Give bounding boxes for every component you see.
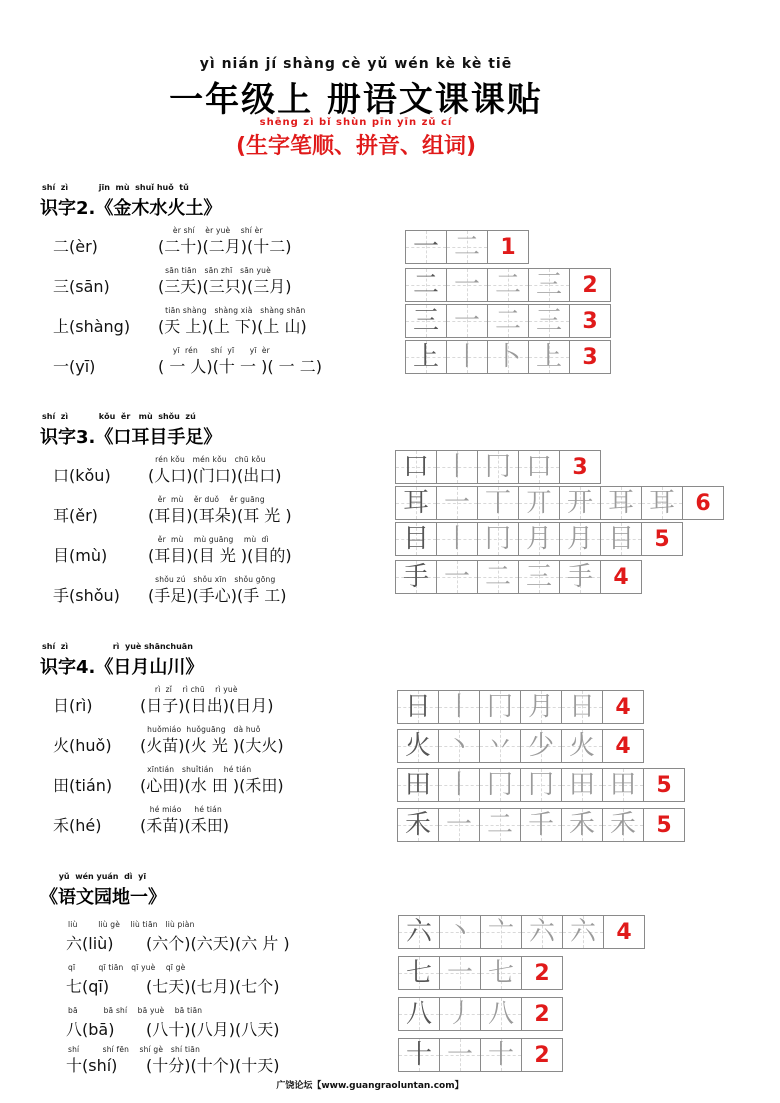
stroke-count: 2 xyxy=(521,1038,563,1072)
stroke-glyph: 田 xyxy=(609,770,636,800)
stroke-glyph: 丷 xyxy=(486,731,513,761)
words-list: (人口)(门口)(出口) xyxy=(148,466,282,485)
character-label: 八(bā) xyxy=(66,1020,115,1039)
stroke-step-cell xyxy=(600,486,642,520)
stroke-glyph: 冂 xyxy=(484,452,511,482)
stroke-glyph: 一 xyxy=(446,958,473,988)
stroke-order-strip xyxy=(398,1038,563,1072)
stroke-glyph: 三 xyxy=(412,306,439,336)
character-cell xyxy=(405,268,447,302)
stroke-glyph: 开 xyxy=(566,488,593,518)
subtitle-pinyin: shēng zì bǐ shùn pīn yīn zǔ cí xyxy=(259,117,453,128)
words-pinyin: èr shí èr yuè shí èr xyxy=(160,226,263,235)
stroke-step-cell xyxy=(561,690,603,724)
stroke-glyph: 丨 xyxy=(443,524,470,554)
stroke-count: 2 xyxy=(569,268,611,302)
stroke-count: 5 xyxy=(643,768,685,802)
words-pinyin: ěr mù ěr duǒ ěr guāng xyxy=(150,495,265,504)
stroke-glyph: 亠 xyxy=(487,917,514,947)
stroke-glyph: 丶 xyxy=(445,731,472,761)
character-label: 七(qī) xyxy=(66,977,110,996)
words-pinyin: rì zǐ rì chū rì yuè xyxy=(142,685,238,694)
stroke-glyph: 二 xyxy=(494,306,521,336)
stroke-glyph: 一 xyxy=(453,306,480,336)
words-list: (禾苗)(禾田) xyxy=(140,816,229,835)
stroke-glyph: 田 xyxy=(404,770,431,800)
stroke-step-cell xyxy=(446,230,488,264)
footer-source: 广饶论坛【www.guangraoluntan.com】 xyxy=(276,1081,464,1091)
words-pinyin: xīntián shuǐtián hé tián xyxy=(142,765,252,774)
stroke-step-cell xyxy=(436,450,478,484)
stroke-glyph: 丨 xyxy=(453,342,480,372)
character-label: 一(yī) xyxy=(53,357,96,376)
words-pinyin: tiān shàng shàng xià shàng shān xyxy=(160,306,306,315)
stroke-step-cell xyxy=(479,808,521,842)
stroke-step-cell xyxy=(602,808,644,842)
words-list: (天 上)(上 下)(上 山) xyxy=(158,317,307,336)
section-pinyin: shí zì kǒu ěr mù shǒu zú xyxy=(42,412,196,421)
stroke-glyph: 一 xyxy=(453,270,480,300)
stroke-glyph: 冂 xyxy=(486,692,513,722)
words-list: (火苗)(火 光 )(大火) xyxy=(140,736,284,755)
stroke-step-cell xyxy=(518,522,560,556)
stroke-step-cell xyxy=(436,522,478,556)
character-cell xyxy=(397,729,439,763)
stroke-order-strip xyxy=(405,304,611,338)
stroke-glyph: 火 xyxy=(568,731,595,761)
stroke-glyph: 一 xyxy=(443,562,470,592)
stroke-glyph: 耳 xyxy=(648,488,675,518)
stroke-glyph: 口 xyxy=(402,452,429,482)
section-pinyin: shí zì rì yuè shānchuān xyxy=(42,642,193,651)
stroke-order-strip xyxy=(395,450,601,484)
stroke-glyph: 八 xyxy=(405,999,432,1029)
stroke-glyph: 一 xyxy=(445,810,472,840)
stroke-step-cell xyxy=(559,522,601,556)
stroke-glyph: 丨 xyxy=(445,692,472,722)
stroke-glyph: 耳 xyxy=(607,488,634,518)
words-pinyin: rén kǒu mén kǒu chū kǒu xyxy=(150,455,266,464)
section-title: 识字3.《口耳目手足》 xyxy=(40,427,222,448)
stroke-count: 3 xyxy=(559,450,601,484)
stroke-count: 4 xyxy=(602,690,644,724)
character-cell xyxy=(397,768,439,802)
stroke-glyph: 目 xyxy=(402,524,429,554)
stroke-glyph: 冂 xyxy=(484,524,511,554)
stroke-glyph: 手 xyxy=(566,562,593,592)
stroke-step-cell xyxy=(446,268,488,302)
stroke-glyph: 十 xyxy=(405,1040,432,1070)
stroke-step-cell xyxy=(518,450,560,484)
character-label: 上(shàng) xyxy=(53,317,131,336)
stroke-step-cell xyxy=(480,915,522,949)
character-cell xyxy=(398,956,440,990)
character-label: 耳(ěr) xyxy=(53,506,98,525)
stroke-order-strip xyxy=(405,340,611,374)
stroke-step-cell xyxy=(518,560,560,594)
stroke-step-cell xyxy=(562,915,604,949)
stroke-count: 2 xyxy=(521,956,563,990)
stroke-step-cell xyxy=(528,340,570,374)
stroke-glyph: 一 xyxy=(443,488,470,518)
stroke-order-strip xyxy=(397,690,644,724)
stroke-step-cell xyxy=(641,486,683,520)
stroke-step-cell xyxy=(446,304,488,338)
stroke-step-cell xyxy=(446,340,488,374)
stroke-step-cell xyxy=(559,486,601,520)
section-title: 识字2.《金木水火土》 xyxy=(40,198,222,219)
stroke-step-cell xyxy=(528,268,570,302)
stroke-glyph: 二 xyxy=(484,562,511,592)
character-cell xyxy=(398,997,440,1031)
stroke-count: 5 xyxy=(641,522,683,556)
stroke-glyph: 少 xyxy=(527,731,554,761)
stroke-order-strip xyxy=(398,956,563,990)
words-list: ( 一 人)(十 一 )( 一 二) xyxy=(158,357,322,376)
stroke-step-cell xyxy=(439,997,481,1031)
stroke-step-cell xyxy=(521,915,563,949)
character-label: 手(shǒu) xyxy=(53,586,120,605)
stroke-step-cell xyxy=(520,690,562,724)
stroke-count: 1 xyxy=(487,230,529,264)
character-label: 田(tián) xyxy=(53,776,113,795)
stroke-glyph: 耳 xyxy=(402,488,429,518)
stroke-glyph: 六 xyxy=(405,917,432,947)
character-cell xyxy=(397,690,439,724)
stroke-glyph: 一 xyxy=(446,1040,473,1070)
words-pinyin: ěr mù mù guāng mù dì xyxy=(150,535,269,544)
stroke-step-cell xyxy=(487,340,529,374)
stroke-step-cell xyxy=(559,560,601,594)
stroke-glyph: 上 xyxy=(535,342,562,372)
stroke-count: 4 xyxy=(600,560,642,594)
stroke-count: 6 xyxy=(682,486,724,520)
character-label: 三(sān) xyxy=(53,277,110,296)
stroke-step-cell xyxy=(436,560,478,594)
stroke-step-cell xyxy=(602,768,644,802)
section-title: 识字4.《日月山川》 xyxy=(40,657,204,678)
stroke-step-cell xyxy=(438,690,480,724)
stroke-step-cell xyxy=(439,915,481,949)
stroke-order-strip xyxy=(405,230,529,264)
stroke-glyph: 禾 xyxy=(609,810,636,840)
stroke-order-strip xyxy=(395,486,724,520)
character-label: 二(èr) xyxy=(53,237,98,256)
character-cell xyxy=(395,486,437,520)
stroke-step-cell xyxy=(518,486,560,520)
stroke-step-cell xyxy=(438,729,480,763)
stroke-step-cell xyxy=(520,768,562,802)
character-cell xyxy=(405,230,447,264)
character-cell xyxy=(395,522,437,556)
stroke-step-cell xyxy=(480,1038,522,1072)
stroke-glyph: 日 xyxy=(568,692,595,722)
stroke-glyph: 二 xyxy=(486,810,513,840)
stroke-count: 5 xyxy=(643,808,685,842)
stroke-glyph: 月 xyxy=(525,524,552,554)
words-list: (二十)(二月)(十二) xyxy=(158,237,292,256)
stroke-glyph: 口 xyxy=(525,452,552,482)
section-title: 《语文园地一》 xyxy=(40,887,166,908)
stroke-step-cell xyxy=(561,729,603,763)
stroke-glyph: 十 xyxy=(487,1040,514,1070)
stroke-step-cell xyxy=(600,522,642,556)
stroke-glyph: 二 xyxy=(453,232,480,262)
words-pinyin: hé miáo hé tián xyxy=(142,805,222,814)
stroke-step-cell xyxy=(438,808,480,842)
stroke-glyph: 一 xyxy=(412,232,439,262)
stroke-glyph: 丨 xyxy=(445,770,472,800)
words-pinyin: yī rén shí yī yī èr xyxy=(160,346,270,355)
stroke-order-strip xyxy=(397,808,685,842)
stroke-step-cell xyxy=(480,997,522,1031)
stroke-glyph: 丅 xyxy=(484,488,511,518)
character-label: 火(huǒ) xyxy=(53,736,112,755)
words-list: (手足)(手心)(手 工) xyxy=(148,586,287,605)
words-list: (心田)(水 田 )(禾田) xyxy=(140,776,284,795)
character-cell xyxy=(397,808,439,842)
stroke-step-cell xyxy=(477,486,519,520)
words-list: (耳目)(目 光 )(目的) xyxy=(148,546,292,565)
words-pinyin: liù liù gè liù tiān liù piàn xyxy=(68,920,195,929)
character-cell xyxy=(405,340,447,374)
stroke-glyph: 七 xyxy=(405,958,432,988)
stroke-step-cell xyxy=(561,768,603,802)
character-cell xyxy=(405,304,447,338)
stroke-step-cell xyxy=(487,304,529,338)
stroke-order-strip xyxy=(398,997,563,1031)
stroke-order-strip xyxy=(397,768,685,802)
stroke-step-cell xyxy=(487,268,529,302)
words-list: (日子)(日出)(日月) xyxy=(140,696,274,715)
stroke-order-strip xyxy=(405,268,611,302)
stroke-step-cell xyxy=(436,486,478,520)
stroke-count: 4 xyxy=(603,915,645,949)
stroke-glyph: 田 xyxy=(568,770,595,800)
words-list: (三天)(三只)(三月) xyxy=(158,277,292,296)
stroke-order-strip xyxy=(397,729,644,763)
character-label: 十(shí) xyxy=(66,1056,118,1075)
words-list: (八十)(八月)(八天) xyxy=(146,1020,280,1039)
stroke-glyph: 八 xyxy=(487,999,514,1029)
stroke-glyph: 上 xyxy=(412,342,439,372)
stroke-step-cell xyxy=(438,768,480,802)
stroke-glyph: 三 xyxy=(535,270,562,300)
character-label: 目(mù) xyxy=(53,546,108,565)
stroke-step-cell xyxy=(439,956,481,990)
stroke-glyph: 三 xyxy=(525,562,552,592)
stroke-glyph: 目 xyxy=(607,524,634,554)
words-pinyin: qī qī tiān qī yuè qī gè xyxy=(68,963,186,972)
words-pinyin: huǒmiáo huǒguāng dà huǒ xyxy=(142,725,261,734)
stroke-step-cell xyxy=(479,768,521,802)
words-list: (六个)(六天)(六 片 ) xyxy=(146,934,290,953)
stroke-step-cell xyxy=(439,1038,481,1072)
stroke-glyph: 三 xyxy=(535,306,562,336)
character-cell xyxy=(395,450,437,484)
stroke-step-cell xyxy=(477,450,519,484)
stroke-count: 2 xyxy=(521,997,563,1031)
words-list: (七天)(七月)(七个) xyxy=(146,977,280,996)
stroke-glyph: 日 xyxy=(404,692,431,722)
stroke-glyph: 卜 xyxy=(494,342,521,372)
stroke-order-strip xyxy=(395,522,683,556)
character-cell xyxy=(398,915,440,949)
stroke-glyph: 月 xyxy=(527,692,554,722)
stroke-order-strip xyxy=(398,915,645,949)
stroke-step-cell xyxy=(477,560,519,594)
character-label: 禾(hé) xyxy=(53,816,102,835)
stroke-step-cell xyxy=(520,729,562,763)
stroke-glyph: 丶 xyxy=(446,917,473,947)
stroke-glyph: 冂 xyxy=(486,770,513,800)
words-pinyin: shǒu zú shǒu xīn shǒu gōng xyxy=(150,575,276,584)
character-label: 日(rì) xyxy=(53,696,93,715)
stroke-glyph: 冂 xyxy=(527,770,554,800)
words-pinyin: shí shí fēn shí gè shí tiān xyxy=(68,1045,201,1054)
character-label: 六(liù) xyxy=(66,934,114,953)
stroke-glyph: 丿 xyxy=(446,999,473,1029)
stroke-glyph: 二 xyxy=(412,270,439,300)
stroke-glyph: 丨 xyxy=(443,452,470,482)
stroke-glyph: 丌 xyxy=(525,488,552,518)
stroke-step-cell xyxy=(479,690,521,724)
character-cell xyxy=(398,1038,440,1072)
page-subtitle: (生字笔顺、拼音、组词) xyxy=(235,134,477,159)
stroke-step-cell xyxy=(528,304,570,338)
stroke-step-cell xyxy=(561,808,603,842)
page-title: 一年级上 册语文课课贴 xyxy=(169,80,543,120)
section-pinyin: shí zì jīn mù shuǐ huǒ tǔ xyxy=(42,183,189,192)
stroke-glyph: 六 xyxy=(528,917,555,947)
stroke-count: 4 xyxy=(602,729,644,763)
title-pinyin: yì nián jí shàng cè yǔ wén kè kè tiē xyxy=(199,56,513,72)
stroke-glyph: 六 xyxy=(569,917,596,947)
stroke-step-cell xyxy=(479,729,521,763)
character-label: 口(kǒu) xyxy=(53,466,111,485)
stroke-step-cell xyxy=(520,808,562,842)
stroke-glyph: 禾 xyxy=(404,810,431,840)
stroke-glyph: 千 xyxy=(527,810,554,840)
words-list: (十分)(十个)(十天) xyxy=(146,1056,280,1075)
words-list: (耳目)(耳朵)(耳 光 ) xyxy=(148,506,292,525)
section-pinyin: yǔ wén yuán dì yī xyxy=(42,872,147,881)
words-pinyin: bā bā shí bā yuè bā tiān xyxy=(68,1006,203,1015)
stroke-count: 3 xyxy=(569,340,611,374)
stroke-count: 3 xyxy=(569,304,611,338)
stroke-glyph: 火 xyxy=(404,731,431,761)
stroke-glyph: 七 xyxy=(487,958,514,988)
stroke-step-cell xyxy=(477,522,519,556)
stroke-glyph: 二 xyxy=(494,270,521,300)
character-cell xyxy=(395,560,437,594)
stroke-glyph: 手 xyxy=(402,562,429,592)
stroke-glyph: 禾 xyxy=(568,810,595,840)
stroke-glyph: 月 xyxy=(566,524,593,554)
stroke-order-strip xyxy=(395,560,642,594)
stroke-step-cell xyxy=(480,956,522,990)
words-pinyin: sān tiān sān zhī sān yuè xyxy=(160,266,271,275)
